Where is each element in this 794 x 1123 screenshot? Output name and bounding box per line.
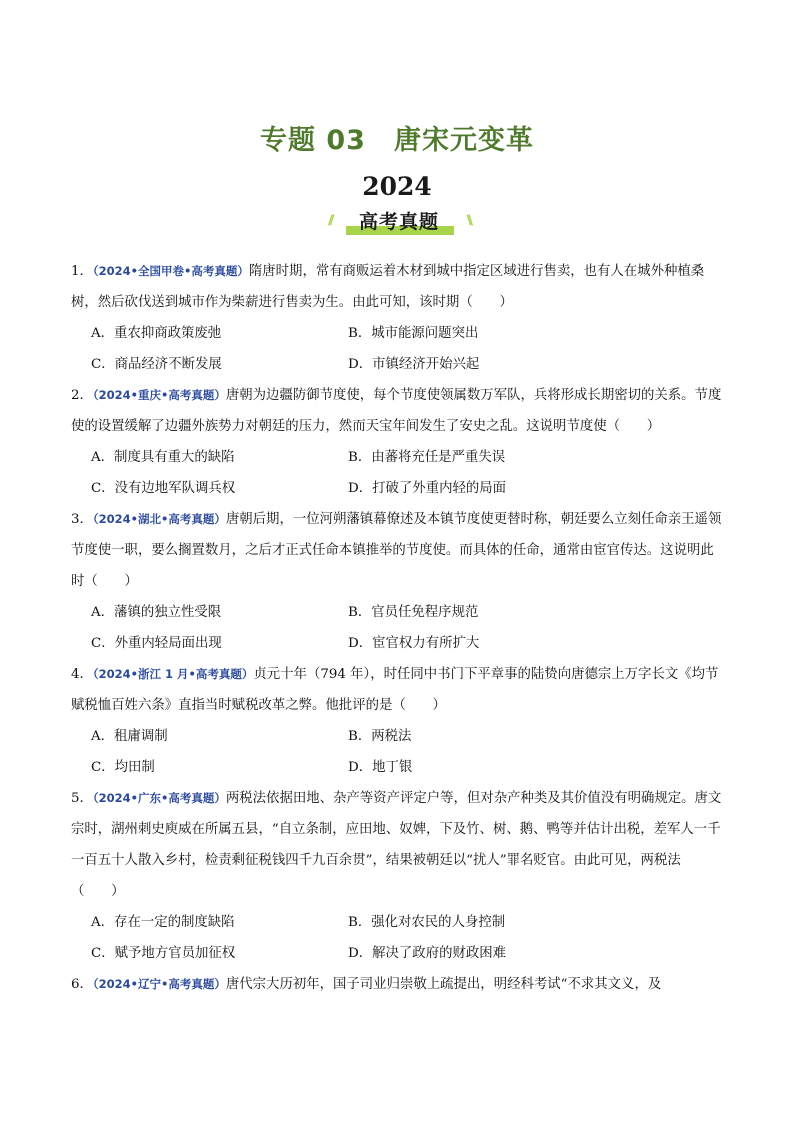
option-c: C．外重内轻局面出现 <box>91 636 222 651</box>
option-list <box>71 721 723 783</box>
question-6 <box>71 969 723 1000</box>
question-1 <box>71 256 723 380</box>
section-banner <box>328 205 470 237</box>
option-c: C．赋予地方官员加征权 <box>91 946 236 961</box>
option-a: A．制度具有重大的缺陷 <box>91 450 235 465</box>
question-number: 1． <box>71 264 93 279</box>
question-text: 唐代宗大历初年，国子司业归崇敬上疏提出，明经科考试“不求其文义，及 <box>225 977 662 992</box>
question-source: （2024•重庆•高考真题） <box>92 388 226 402</box>
banner-label: 高考真题 <box>358 211 439 233</box>
option-c: C．没有边地军队调兵权 <box>91 481 236 496</box>
option-a: A．租庸调制 <box>91 729 168 744</box>
option-c: C．均田制 <box>91 760 155 775</box>
option-list <box>71 442 723 504</box>
question-4 <box>71 659 723 783</box>
option-list <box>71 907 723 969</box>
option-b: B．由蕃将充任是严重失误 <box>348 450 506 465</box>
banner-slash-left-decoration: // <box>328 213 332 228</box>
question-2 <box>71 380 723 504</box>
option-d: D．地丁银 <box>348 760 413 775</box>
option-b: B．城市能源问题突出 <box>348 326 479 341</box>
question-number: 6． <box>71 977 93 992</box>
question-5 <box>71 783 723 969</box>
option-b: B．官员任免程序规范 <box>348 605 479 620</box>
option-b: B．强化对农民的人身控制 <box>348 915 506 930</box>
question-3 <box>71 504 723 659</box>
question-text: 隋唐时期，常有商贩运着木材到城中指定区域进行售卖，也有人在城外种植桑树，然后砍伐送到城市作为柴薪进行售卖为生。由此可知，该时期（ ） <box>71 264 705 310</box>
question-text: 两税法依据田地、杂产等资产评定户等，但对杂产种类及其价值没有明确规定。唐文宗时，湖州刺史庾威在所属五县，“自立条制，应田地、奴婢，下及竹、树、鹅、鸭等并估计出税，差军人一千一百五十人散入乡村，检责剩征税钱四千九百余贯”，结果被朝廷以“扰人”罪名贬官。由此可见，两税法（ ） <box>71 791 722 899</box>
question-source: （2024•湖北•高考真题） <box>92 512 226 526</box>
question-number: 4． <box>71 667 93 682</box>
question-source: （2024•辽宁•高考真题） <box>92 977 226 991</box>
document-title: 专题 03 唐宋元变革 <box>260 125 534 156</box>
question-number: 2． <box>71 388 93 403</box>
option-list <box>71 318 723 380</box>
question-source: （2024•广东•高考真题） <box>92 791 226 805</box>
option-a: A．重农抑商政策废弛 <box>91 326 222 341</box>
option-a: A．存在一定的制度缺陷 <box>91 915 235 930</box>
option-d: D．解决了政府的财政困难 <box>348 946 507 961</box>
option-list <box>71 597 723 659</box>
question-text: 唐朝后期，一位河朔藩镇幕僚述及本镇节度使更替时称，朝廷要么立刻任命亲王遥领节度使一职，要么搁置数月，之后才正式任命本镇推举的节度使。而具体的任命，通常由宦官传达。这说明此时（ ） <box>71 512 722 589</box>
section-year: 2024 <box>362 172 432 201</box>
question-text: 唐朝为边疆防御节度使，每个节度使领属数万军队，兵将形成长期密切的关系。节度使的设置缓解了边疆外族势力对朝廷的压力，然而天宝年间发生了安史之乱。这说明节度使（ ） <box>71 388 722 434</box>
question-number: 5． <box>71 791 93 806</box>
question-source: （2024•全国甲卷•高考真题） <box>92 264 249 278</box>
option-d: D．打破了外重内轻的局面 <box>348 481 507 496</box>
option-b: B．两税法 <box>348 729 412 744</box>
option-d: D．宦官权力有所扩大 <box>348 636 480 651</box>
option-d: D．市镇经济开始兴起 <box>348 357 480 372</box>
option-a: A．藩镇的独立性受限 <box>91 605 222 620</box>
question-text: 贞元十年（794 年），时任同中书门下平章事的陆贽向唐德宗上万字长文《均节赋税恤百姓六条》直指当时赋税改革之弊。他批评的是（ ） <box>71 667 719 713</box>
banner-slash-right-decoration: \\ <box>466 213 470 228</box>
question-number: 3． <box>71 512 93 527</box>
question-list <box>71 256 723 1000</box>
option-c: C．商品经济不断发展 <box>91 357 222 372</box>
question-source: （2024•浙江 1 月•高考真题） <box>92 667 254 681</box>
